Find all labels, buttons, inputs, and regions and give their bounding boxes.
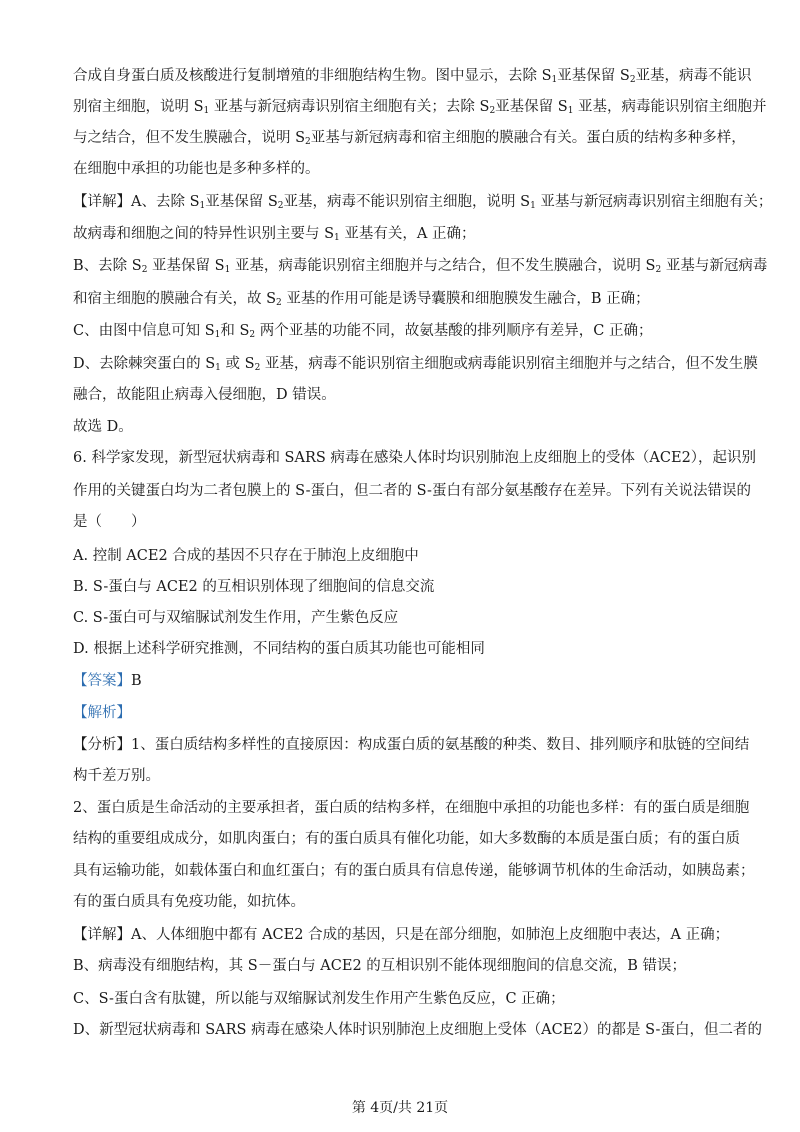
text-line	[73, 829, 740, 849]
text-run: 作用的关键蛋白均为二者包膜上的 S-蛋白，但二者的 S-蛋白有部分氨基酸存在差异。下列有关说法错误的	[73, 483, 751, 499]
text-run: 融合，故能阻止病毒入侵细胞，D 错误。	[73, 387, 336, 403]
subscript: 1	[551, 75, 558, 85]
text-run: 6. 科学家发现，新型冠状病毒和 SARS 病毒在感染人体时均识别肺泡上皮细胞上的受体（ACE2），起识别	[73, 450, 757, 466]
section-tag: 【解析】	[73, 705, 131, 721]
text-line	[73, 385, 733, 405]
text-line	[73, 289, 733, 309]
text-run: C. S-蛋白可与双缩脲试剂发生作用，产生紫色反应	[73, 610, 399, 626]
text-run: D、去除棘突蛋白的 S	[73, 356, 216, 372]
text-line	[73, 159, 733, 179]
subscript: 1	[530, 201, 536, 211]
text-line	[73, 639, 733, 659]
text-run: 亚基与新冠病毒	[661, 258, 768, 274]
text-line	[73, 798, 750, 818]
text-line	[73, 735, 750, 755]
subscript: 2	[249, 330, 256, 340]
text-run: B. S-蛋白与 ACE2 的互相识别体现了细胞间的信息交流	[73, 579, 435, 595]
text-run: 亚基，病毒不能识别宿主细胞，说明 S	[283, 194, 531, 210]
subscript: 2	[254, 363, 261, 373]
text-line	[73, 354, 758, 374]
text-run: 是（ ）	[73, 514, 146, 530]
text-line	[73, 956, 733, 976]
text-line	[73, 512, 733, 532]
text-line	[73, 671, 733, 691]
text-run: 在细胞中承担的功能也是多种多样的。	[73, 161, 320, 177]
text-line	[73, 925, 733, 945]
text-run: 故病毒和细胞之间的特异性识别主要与 S	[73, 226, 335, 242]
text-run: 结构的重要组成成分，如肌肉蛋白；有的蛋白质具有催化功能，如大多数酶的本质是蛋白质；有的蛋白质	[73, 831, 740, 847]
text-run: 亚基与新冠病毒和宿主细胞的膜融合有关。蛋白质的结构多种多样，	[310, 130, 746, 146]
text-line	[73, 989, 733, 1009]
text-run: B、去除 S	[73, 258, 142, 274]
subscript: 1	[224, 265, 231, 275]
text-run: 亚基保留 S	[205, 194, 278, 210]
text-run: C、S-蛋白含有肽键，所以能与双缩脲试剂发生作用产生紫色反应，C 正确；	[73, 991, 565, 1007]
text-run: B	[131, 673, 142, 689]
text-run: 别宿主细胞，说明 S	[73, 99, 204, 115]
text-line	[73, 577, 733, 597]
text-run: 【分析】1、蛋白质结构多样性的直接原因：构成蛋白质的氨基酸的种类、数目、排列顺序和肽链的空间结	[73, 737, 750, 753]
text-run: 和 S	[220, 323, 250, 339]
text-run: 亚基保留 S	[495, 99, 568, 115]
subscript: 1	[214, 330, 221, 340]
text-run: 【详解】A、去除 S	[73, 194, 200, 210]
subscript: 1	[199, 201, 206, 211]
text-line	[73, 256, 768, 276]
text-line	[73, 481, 751, 501]
text-run: 两个亚基的功能不同，故氨基酸的排列顺序有差异，C 正确；	[255, 323, 653, 339]
text-run: 亚基保留 S	[557, 68, 630, 84]
text-line	[73, 128, 746, 148]
text-line	[73, 417, 733, 437]
text-run: 亚基保留 S	[147, 258, 225, 274]
text-run: D、新型冠状病毒和 SARS 病毒在感染人体时识别肺泡上皮细胞上受体（ACE2）的都是 S-蛋白，但二者的	[73, 1022, 762, 1038]
text-run: 2、蛋白质是生命活动的主要承担者，蛋白质的结构多样，在细胞中承担的功能也多样：有的蛋白质是细胞	[73, 800, 750, 816]
text-run: 或 S	[220, 356, 255, 372]
subscript: 1	[215, 363, 221, 373]
text-line	[73, 66, 752, 86]
subscript: 2	[655, 265, 662, 275]
subscript: 2	[277, 201, 284, 211]
text-line	[73, 861, 755, 881]
text-line	[73, 97, 767, 117]
text-line	[73, 608, 733, 628]
text-run: 亚基与新冠病毒识别宿主细胞有关；去除 S	[209, 99, 490, 115]
text-run: 亚基，病毒不能识别宿主细胞或病毒能识别宿主细胞并与之结合，但不发生膜	[260, 356, 758, 372]
page-footer: 第 4页/共 21页	[351, 1100, 449, 1116]
text-run: B、病毒没有细胞结构，其 S－蛋白与 ACE2 的互相识别不能体现细胞间的信息交流，B 错误；	[73, 958, 687, 974]
subscript: 2	[489, 106, 496, 116]
text-run: 和宿主细胞的膜融合有关，故 S	[73, 291, 277, 307]
text-line	[73, 703, 733, 723]
text-run: 亚基，病毒能识别宿主细胞并与之结合，但不发生膜融合，说明 S	[230, 258, 656, 274]
text-run: 亚基，病毒能识别宿主细胞并	[573, 99, 767, 115]
section-tag: 【答案】	[73, 673, 131, 689]
subscript: 2	[276, 298, 282, 308]
subscript: 1	[203, 106, 210, 116]
text-run: 亚基有关，A 正确；	[339, 226, 476, 242]
text-line	[73, 224, 733, 244]
subscript: 2	[305, 137, 311, 147]
text-run: 亚基的作用可能是诱导囊膜和细胞膜发生融合，B 正确；	[281, 291, 650, 307]
text-run: 【详解】A、人体细胞中都有 ACE2 合成的基因，只是在部分细胞，如肺泡上皮细胞中表达，A 正确；	[73, 927, 730, 943]
text-run: 故选 D。	[73, 419, 133, 435]
text-line	[73, 766, 733, 786]
text-line	[73, 892, 733, 912]
text-run: A. 控制 ACE2 合成的基因不只存在于肺泡上皮细胞中	[73, 548, 419, 564]
text-line	[73, 192, 773, 212]
subscript: 1	[334, 233, 340, 243]
text-run: 构千差万别。	[73, 768, 160, 784]
text-run: D. 根据上述科学研究推测，不同结构的蛋白质其功能也可能相同	[73, 641, 485, 657]
subscript: 2	[629, 75, 636, 85]
subscript: 2	[141, 265, 148, 275]
text-run: 合成自身蛋白质及核酸进行复制增殖的非细胞结构生物。图中显示，去除 S	[73, 68, 552, 84]
text-line	[73, 546, 733, 566]
text-run: 与之结合，但不发生膜融合，说明 S	[73, 130, 306, 146]
subscript: 1	[567, 106, 574, 116]
text-run: 亚基与新冠病毒识别宿主细胞有关；	[535, 194, 773, 210]
text-run: 亚基，病毒不能识	[635, 68, 752, 84]
text-line	[73, 1020, 762, 1040]
text-line	[73, 448, 757, 468]
text-line	[73, 321, 733, 341]
text-run: 具有运输功能，如载体蛋白和血红蛋白；有的蛋白质具有信息传递，能够调节机体的生命活动，如胰岛素；	[73, 863, 755, 879]
text-run: C、由图中信息可知 S	[73, 323, 215, 339]
text-run: 有的蛋白质具有免疫功能，如抗体。	[73, 894, 305, 910]
